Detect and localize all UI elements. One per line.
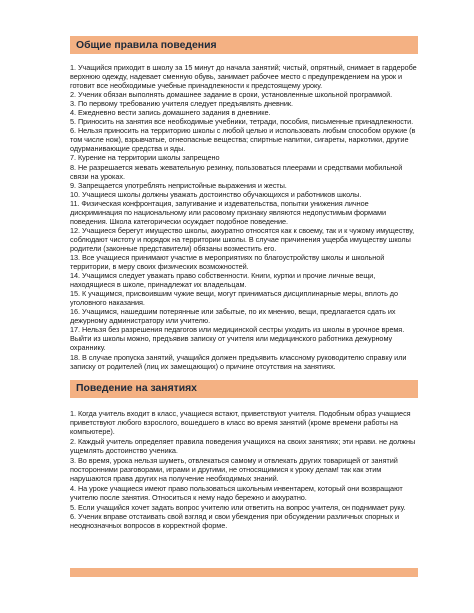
rule-item: 10. Учащиеся школы должны уважать достоинство обучающихся и работников школы. [70,189,362,199]
rule-item: 3. По первому требованию учителя следует предъявлять дневник. [70,99,293,109]
document-page [70,36,418,531]
rule-item: 15. К учащимся, присвоившим чужие вещи, могут приниматься дисциплинарные меры, вплоть до уголовного наказания. [70,289,399,308]
footer-bar [70,568,418,577]
rule-item: 2. Каждый учитель определяет правила поведения учащихся на своих занятиях; эти нрави. не должны ущемлять достоинство ученика. [70,436,416,456]
rule-item: 9. Запрещается употреблять непристойные выражения и жесты. [70,180,287,190]
general-rules-list [70,63,418,371]
rule-item: 12. Учащиеся берегут имущество школы, аккуратно относятся как к своему, так и к чужому имуществу, соблюдают чистоту и порядок на территории школы. В случае причинения ущерба имуществу школы родители (законные представители) обязаны возместить его. [70,225,415,253]
rule-item: 1. Когда учитель входит в класс, учащиеся встают, приветствуют учителя. Подобным образ учащиеся приветствуют любого взрослого, вошедшего в класс во время занятий (кроме времени работы на компьютере). [70,408,411,437]
section-title: Поведение на занятиях [76,383,197,395]
rule-item: 8. Не разрешается жевать жевательную резинку, пользоваться плеерами и средствами мобильной связи на уроках. [70,162,403,181]
rule-item: 5. Приносить на занятия все необходимые учебники, тетради, пособия, письменные принадлежности. [70,117,414,127]
rule-item: 18. В случае пропуска занятий, учащийся должен предъявить классному руководителю справку или записку от родителей (лиц их замещающих) о причине отсутствия на занятиях. [70,352,407,371]
section-header-class-behavior [70,380,418,398]
rule-item: 17. Нельзя без разрешения педагогов или медицинской сестры уходить из школы в урочное время. Выйти из школы можно, предъявив записку от учителя или медицинского работника дежурному охраннику. [70,325,405,353]
rule-item: 2. Ученик обязан выполнять домашнее задание в сроки, установленные школьной программой. [70,90,393,100]
rule-item: 6. Нельзя приносить на территорию школы с любой целью и использовать любым способом оружие (в том числе нож), взрывчатые, огнеопасные вещества; спиртные напитки, сигареты, наркотики, другие одурманивающие средства и яды. [70,126,416,154]
rule-item: 1. Учащийся приходит в школу за 15 минут до начала занятий; чистый, опрятный, снимает в гардеробе верхнюю одежду, надевает сменную обувь, занимает рабочее место с предупреждением на урок и готовит все необходимые учебные принадлежности к предстоящему уроку. [70,63,417,91]
rule-item: 11. Физическая конфронтация, запугивание и издевательства, попытки унижения личное дискриминация по национальному или расовому признаку являются недопустимым формами поведения. Школа категорически осуждает подобное поведение. [70,198,386,226]
rule-item: 16. Учащимся, нашедшим потерянные или забытые, по их мнению, вещи, предлагается сдать их дежурному администратору или учителю. [70,307,396,326]
rule-item: 5. Если учащийся хочет задать вопрос учителю или ответить на вопрос учителя, он поднимает руку. [70,502,406,512]
rule-item: 4. На уроке учащиеся имеют право пользоваться школьным инвентарем, который они возвращают учителю после занятия. Относиться к нему надо бережно и аккуратно. [70,483,403,503]
rule-item: 6. Ученик вправе отстаивать свой взгляд и свои убеждения при обсуждении различных спорных и неоднозначных вопросов в корректной форме. [70,512,399,531]
section-header-general-rules [70,36,418,54]
rule-item: 14. Учащимся следует уважать право собственности. Книги, куртки и прочие личные вещи, находящиеся в школе, принадлежат их владельцам. [70,271,376,290]
rule-item: 3. Во время, урока нельзя шуметь, отвлекаться самому и отвлекать других товарищей от занятий посторонними разговорами, играми и другими, не относящимися к уроку делам! так как этим нарушаются права других на получение необходимых знаний. [70,455,398,484]
rule-item: 13. Все учащиеся принимают участие в мероприятиях по благоустройству школы и школьной территории, в меру своих физических возможностей. [70,252,385,272]
class-behavior-list [70,409,418,531]
rule-item: 4. Ежедневно вести запись домашнего задания в дневнике. [70,108,271,118]
rule-item: 7. Курение на территории школы запрещено [70,153,220,163]
section-title: Общие правила поведения [76,39,217,51]
